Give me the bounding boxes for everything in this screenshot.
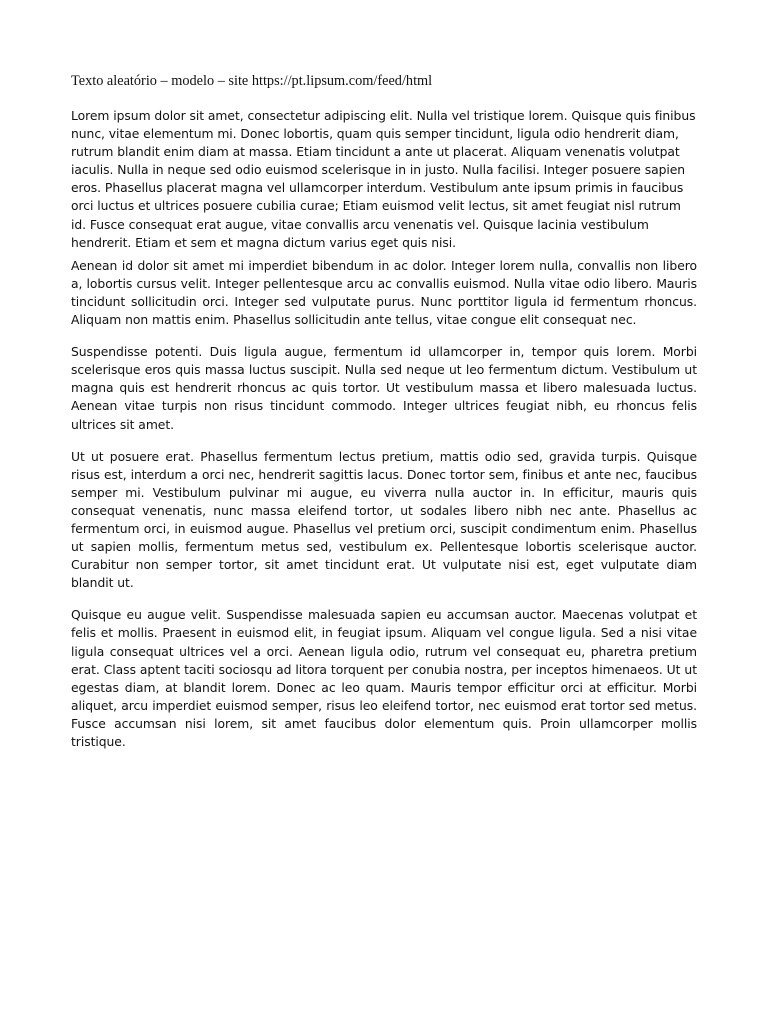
document-title: Texto aleatório – modelo – site https://pt.lipsum.com/feed/html (71, 73, 433, 89)
paragraph-5: Quisque eu augue velit. Suspendisse malesuada sapien eu accumsan auctor. Maecenas volutpat et felis et mollis. Praesent in euismod elit, in feugiat ipsum. Aliquam vel congue ligula. Sed a nisi vitae ligula consequat ultrices vel a orci. Aenean ligula odio, rutrum vel consequat eu, pharetra pretium erat. Class aptent taciti sociosqu ad litora torquent per conubia nostra, per inceptos himenaeos. Ut ut egestas diam, at blandit lorem. Donec ac leo quam. Mauris tempor efficitur orci at efficitur. Morbi aliquet, arcu imperdiet euismod semper, risus leo eleifend tortor, nec euismod erat tortor sed metus. Fusce accumsan nisi lorem, sit amet faucibus dolor elementum quis. Proin ullamcorper mollis tristique. (71, 608, 697, 749)
paragraph-4: Ut ut posuere erat. Phasellus fermentum lectus pretium, mattis odio sed, gravida turpis. Quisque risus est, interdum a orci nec, hendrerit sagittis lacus. Donec tortor sem, finibus et ante nec, faucibus semper mi. Vestibulum pulvinar mi augue, eu viverra nulla auctor in. In efficitur, mauris quis consequat venenatis, nunc massa eleifend tortor, ut sodales libero nibh nec ante. Phasellus ac fermentum orci, in euismod augue. Phasellus vel pretium orci, suscipit condimentum enim. Phasellus ut sapien mollis, fermentum metus sed, vestibulum ex. Pellentesque lobortis scelerisque auctor. Curabitur non semper tortor, sit amet tincidunt erat. Ut vulputate nisi est, eget vulputate diam blandit ut. (71, 449, 697, 591)
paragraph-2: Aenean id dolor sit amet mi imperdiet bibendum in ac dolor. Integer lorem nulla, convallis non libero a, lobortis cursus velit. Integer pellentesque arcu ac convallis euismod. Nulla vitae odio libero. Mauris tincidunt sollicitudin orci. Integer sed vulputate purus. Nunc porttitor ligula id fermentum rhoncus. Aliquam non mattis enim. Phasellus sollicitudin ante tellus, vitae congue elit consequat nec. (71, 258, 697, 328)
paragraph-3: Suspendisse potenti. Duis ligula augue, fermentum id ullamcorper in, tempor quis lorem. Morbi scelerisque eros quis massa luctus suscipit. Nulla sed neque ut leo fermentum dictum. Vestibulum ut magna quis est hendrerit rhoncus ac quis tortor. Ut vestibulum massa et libero malesuada luctus. Aenean vitae turpis non risus tincidunt commodo. Integer ultrices feugiat nibh, eu rhoncus felis ultrices sit amet. (71, 345, 697, 432)
document-page (71, 71, 697, 751)
paragraph-1: Lorem ipsum dolor sit amet, consectetur adipiscing elit. Nulla vel tristique lorem. Quisque quis finibus nunc, vitae elementum mi. Donec lobortis, quam quis semper tincidunt, ligula odio hendrerit diam, rutrum blandit enim diam at massa. Etiam tincidunt a ante ut placerat. Aliquam venenatis volutpat iaculis. Nulla in neque sed odio euismod scelerisque in in justo. Nulla facilisi. Integer posuere sapien eros. Phasellus placerat magna vel ullamcorper interdum. Vestibulum ante ipsum primis in faucibus orci luctus et ultrices posuere cubilia curae; Etiam euismod velit lectus, sit amet feugiat nisl rutrum id. Fusce consequat erat augue, vitae convallis arcu venenatis vel. Quisque lacinia vestibulum hendrerit. Etiam et sem et magna dictum varius eget quis nisi. (71, 109, 696, 250)
